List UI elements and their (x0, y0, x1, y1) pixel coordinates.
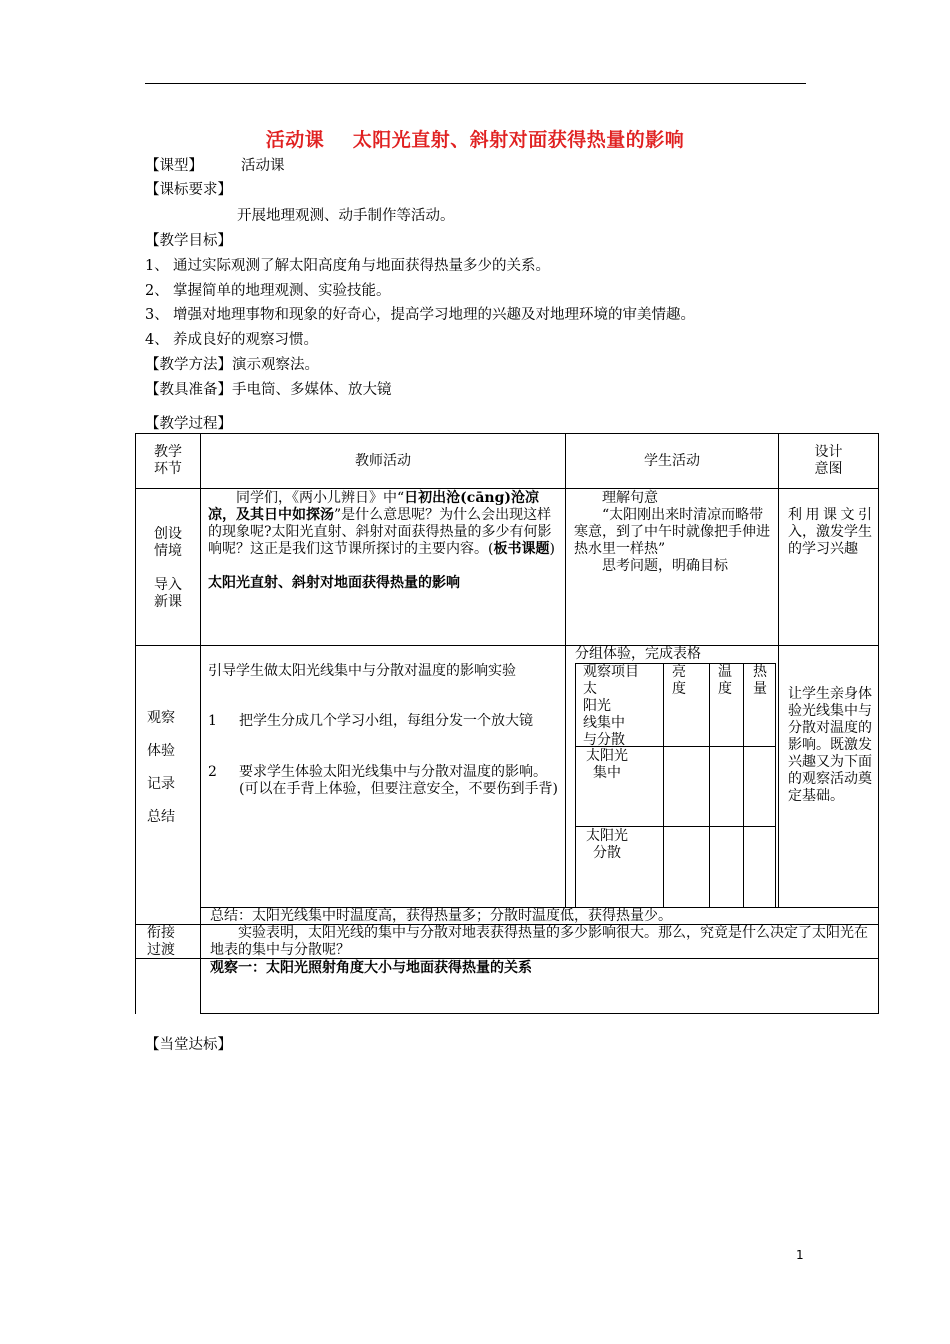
process-label: 【教学过程】 (145, 416, 232, 432)
header-teacher: 教师活动 (355, 453, 411, 469)
inner-row-concentrated: 太阳光 集中 (586, 748, 628, 781)
lesson-type-value: 活动课 (241, 158, 285, 174)
header-intent: 设计 意图 (814, 444, 843, 477)
page-number: 1 (796, 1248, 804, 1262)
inner-header-item: 观察项目 太 阳光 线集中 与分散 (583, 664, 639, 748)
row1-teacher: 同学们，《两小儿辨日》中“日初出沧(cāng)沧凉凉，及其日中如探汤”是什么意思呢？为什么会出现这样的现象呢?太阳光直射、斜射对面获得热量的多少有何影响呢？这正是我们这节课所探讨的主要内容。(板书课题) (208, 490, 555, 557)
goal-item: 1、 通过实际观测了解太阳高度角与地面获得热量多少的关系。 (145, 258, 550, 274)
tools-line: 【教具准备】手电筒、多媒体、放大镜 (145, 382, 392, 398)
method-line: 【教学方法】演示观察法。 (145, 357, 319, 373)
lesson-type-line (145, 154, 285, 175)
lesson-type-label: 【课型】 (145, 158, 203, 174)
row3-stage: 衔接 过渡 (147, 925, 175, 958)
row2-intent: 让学生亲身体验光线集中与分散对温度的影响。既激发兴趣又为下面的观察活动奠定基础。 (788, 686, 872, 804)
row2-teacher-intro: 引导学生做太阳光线集中与分散对温度的影响实验 (208, 663, 516, 679)
row3-text: 实验表明，太阳光线的集中与分散对地表获得热量的多少影响很大。那么，究竟是什么决定了太阳光在地表的集中与分散呢？ (210, 925, 868, 958)
row2-stage: 观察 体验 记录 总结 (147, 710, 175, 825)
row1-teacher-title: 太阳光直射、斜射对地面获得热量的影响 (208, 575, 460, 591)
row2-summary: 总结：太阳光线集中时温度高，获得热量多；分散时温度低，获得热量少。 (210, 908, 672, 924)
goal-item: 4、 养成良好的观察习惯。 (145, 332, 318, 348)
row1-stage: 创设 情境 导入 新课 (154, 526, 182, 610)
goals-label: 【教学目标】 (145, 233, 232, 249)
row2-student-heading: 分组体验，完成表格 (575, 646, 701, 662)
header-student: 学生活动 (644, 453, 700, 469)
inner-header-temperature: 温 度 (718, 664, 732, 697)
page-title: 活动课 太阳光直射、斜射对面获得热量的影响 (265, 129, 685, 151)
inner-row-dispersed: 太阳光 分散 (586, 828, 628, 861)
standard-value: 开展地理观测、动手制作等活动。 (237, 208, 455, 224)
standard-label: 【课标要求】 (145, 182, 232, 198)
row1-student: 理解句意 “太阳刚出来时清凉而略带寒意，到了中午时就像把手伸进热水里一样热” 思考问题，明确目标 (574, 490, 770, 574)
row1-intent: 利用课文引入，激发学生的学习兴趣 (788, 507, 872, 557)
row4-text: 观察一：太阳光照射角度大小与地面获得热量的关系 (210, 960, 532, 976)
row2-step-1: 1 把学生分成几个学习小组，每组分发一个放大镜 (208, 713, 533, 729)
row2-step-2: 2 要求学生体验太阳光线集中与分散对温度的影响。(可以在手背上体验，但要注意安全，不要伤到手背) (208, 764, 558, 797)
footer-label: 【当堂达标】 (145, 1037, 232, 1053)
header-rule (145, 83, 806, 84)
goal-item: 2、 掌握简单的地理观测、实验技能。 (145, 283, 391, 299)
inner-header-brightness: 亮 度 (672, 664, 686, 697)
header-stage: 教学 环节 (154, 444, 182, 477)
goal-item: 3、 增强对地理事物和现象的好奇心，提高学习地理的兴趣及对地理环境的审美情趣。 (145, 307, 695, 323)
inner-header-heat: 热 量 (753, 664, 767, 697)
